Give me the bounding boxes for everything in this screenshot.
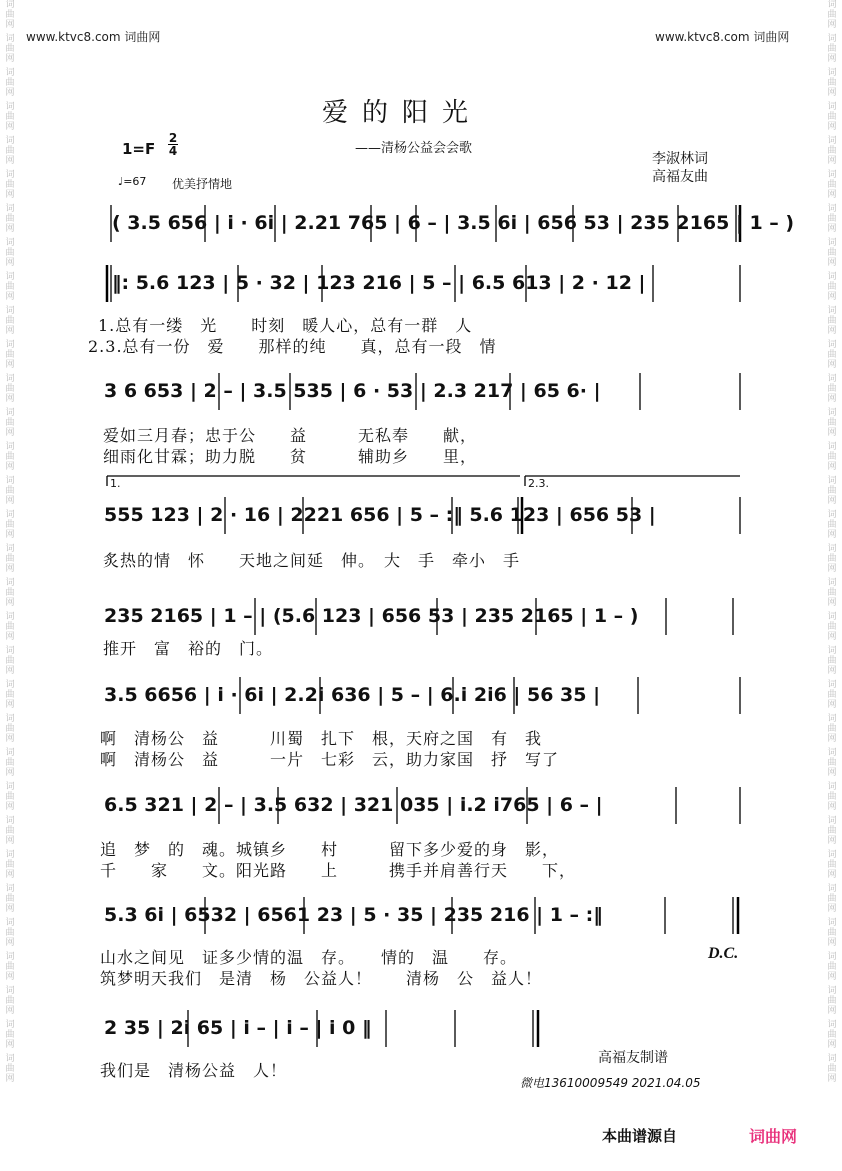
side-watermark-glyph: 词 曲 网 [5, 170, 15, 200]
time-denominator: 4 [168, 144, 178, 158]
expression-mark: 优美抒情地 [172, 177, 233, 191]
side-watermark-glyph: 词 曲 网 [5, 816, 15, 846]
side-watermark-glyph: 词 曲 网 [827, 204, 837, 234]
tempo-mark: ♩=67 [118, 175, 147, 188]
side-watermark-glyph: 词 曲 网 [827, 646, 837, 676]
score-row-9-lyrics-1: 我们是 清杨公益 人！ [100, 1061, 288, 1080]
side-watermark-glyph: 词 曲 网 [5, 68, 15, 98]
side-watermark-glyph: 词 曲 网 [5, 782, 15, 812]
score-row-8-lyrics-1: 山水之间见 证多少情的温 存。 情的 温 存。 [100, 948, 518, 967]
side-watermark-glyph: 词 曲 网 [827, 442, 837, 472]
side-watermark-glyph: 词 曲 网 [827, 170, 837, 200]
score-row-7-notes: 6.5 321 | 2 – | 3.5 632 | 321 035 | i.2 i765 | 6 – | [104, 794, 603, 816]
arranger-credit: 高福友制谱 [598, 1050, 668, 1066]
side-watermark-glyph: 词 曲 网 [827, 1020, 837, 1050]
score-row-4-notes: 555 123 | 2 · 16 | 2221 656 | 5 – :‖ 5.6 123 | 656 53 | [104, 504, 656, 526]
side-watermark-glyph: 词 曲 网 [5, 748, 15, 778]
side-watermark-glyph: 词 曲 网 [827, 476, 837, 506]
side-watermark-glyph: 词 曲 网 [827, 714, 837, 744]
side-watermark-glyph: 词 曲 网 [827, 612, 837, 642]
score-row-6-notes: 3.5 6656 | i · 6i | 2.2i 636 | 5 – | 6.i 2i6 | 56 35 | [104, 684, 601, 706]
watermark-left: www.ktvc8.com 词曲网 [26, 30, 161, 44]
watermark-right: www.ktvc8.com 词曲网 [655, 30, 790, 44]
side-watermark-glyph: 词 曲 网 [827, 510, 837, 540]
side-watermark-glyph: 词 曲 网 [5, 0, 15, 30]
side-watermark-glyph: 词 曲 网 [827, 68, 837, 98]
side-watermark-glyph: 词 曲 网 [827, 374, 837, 404]
key-signature: 1=F [122, 140, 156, 158]
score-row-9-notes: 2 35 | 2i 65 | i – | i – | i 0 ‖ [104, 1017, 372, 1039]
song-title: 爱的阳光 [322, 98, 483, 128]
side-watermark-glyph: 词 曲 网 [5, 272, 15, 302]
side-watermark-glyph: 词 曲 网 [5, 374, 15, 404]
time-numerator: 2 [168, 131, 178, 145]
side-watermark-glyph: 词 曲 网 [5, 442, 15, 472]
side-watermark-glyph: 词 曲 网 [5, 476, 15, 506]
side-watermark-glyph: 词 曲 网 [827, 0, 837, 30]
score-row-8-notes: 5.3 6i | 6532 | 6561 23 | 5 · 35 | 235 216 | 1 – :‖ [104, 904, 603, 926]
side-watermark-glyph: 词 曲 网 [827, 986, 837, 1016]
side-watermark-glyph: 词 曲 网 [827, 136, 837, 166]
side-watermark-glyph: 词 曲 网 [5, 340, 15, 370]
side-watermark-glyph: 词 曲 网 [5, 578, 15, 608]
side-watermark-glyph: 词 曲 网 [5, 136, 15, 166]
side-watermark-glyph: 词 曲 网 [827, 272, 837, 302]
side-watermark-glyph: 词 曲 网 [827, 850, 837, 880]
side-watermark-glyph: 词 曲 网 [5, 646, 15, 676]
side-watermark-glyph: 词 曲 网 [5, 680, 15, 710]
side-watermark-glyph: 词 曲 网 [5, 1054, 15, 1084]
side-watermark-glyph: 词 曲 网 [5, 544, 15, 574]
score-row-2-lyrics-2: 2.3.总有一份 爱 那样的纯 真，总有一段 情 [88, 337, 497, 356]
side-watermark-glyph: 词 曲 网 [5, 884, 15, 914]
composer: 高福友曲 [652, 169, 708, 185]
score-row-1-notes: ( 3.5 656 | i · 6i | 2.21 765 | 6 – | 3.5 6i | 656 53 | 235 2165 | 1 – ) [112, 212, 795, 234]
side-watermark-glyph: 词 曲 网 [5, 238, 15, 268]
contact-line: 微电13610009549 2021.04.05 [520, 1076, 701, 1090]
score-row-5-lyrics-1: 推开 富 裕的 门。 [103, 639, 274, 658]
side-watermark-glyph: 词 曲 网 [827, 748, 837, 778]
side-watermark-glyph: 词 曲 网 [5, 408, 15, 438]
side-watermark-glyph: 词 曲 网 [5, 510, 15, 540]
side-watermark-glyph: 词 曲 网 [827, 680, 837, 710]
side-watermark-glyph: 词 曲 网 [5, 306, 15, 336]
side-watermark-glyph: 词 曲 网 [827, 1054, 837, 1084]
side-watermark-glyph: 词 曲 网 [827, 918, 837, 948]
side-watermark-glyph: 词 曲 网 [5, 986, 15, 1016]
score-row-3-lyrics-1: 爱如三月春；忠于公 益 无私奉 献， [103, 426, 478, 445]
volta-2-3: 2.3. [528, 477, 549, 490]
score-row-5-notes: 235 2165 | 1 – | (5.6 123 | 656 53 | 235 2165 | 1 – ) [104, 605, 639, 627]
side-watermark-glyph: 词 曲 网 [5, 1020, 15, 1050]
source-label: 本曲谱源自 [602, 1127, 678, 1145]
side-watermark-glyph: 词 曲 网 [827, 340, 837, 370]
score-row-3-lyrics-2: 细雨化甘霖；助力脱 贫 辅助乡 里， [103, 447, 478, 466]
score-row-2-notes: ‖: 5.6 123 | 5 · 32 | 123 216 | 5 – | 6.5 613 | 2 · 12 | [112, 272, 646, 294]
side-watermark-glyph: 词 曲 网 [5, 204, 15, 234]
side-watermark-glyph: 词 曲 网 [827, 34, 837, 64]
score-row-2-lyrics-1: 1.总有一缕 光 时刻 暖人心，总有一群 人 [98, 316, 473, 335]
side-watermark-glyph: 词 曲 网 [827, 408, 837, 438]
side-watermark-glyph: 词 曲 网 [827, 578, 837, 608]
side-watermark-glyph: 词 曲 网 [827, 306, 837, 336]
side-watermark-glyph: 词 曲 网 [827, 238, 837, 268]
score-row-7-lyrics-2: 千 家 文。阳光路 上 携手并肩善行天 下， [100, 861, 577, 880]
score-row-8-lyrics-2: 筑梦明天我们 是清 杨 公益人！ 清杨 公 益人！ [100, 969, 543, 988]
score-row-7-lyrics-1: 追 梦 的 魂。城镇乡 村 留下多少爱的身 影， [100, 840, 560, 859]
brand-logo[interactable]: 词曲网 [749, 1127, 798, 1146]
side-watermark-glyph: 词 曲 网 [827, 544, 837, 574]
side-watermark-glyph: 词 曲 网 [827, 884, 837, 914]
side-watermark-glyph: 词 曲 网 [5, 850, 15, 880]
side-watermark-glyph: 词 曲 网 [5, 34, 15, 64]
side-watermark-glyph: 词 曲 网 [827, 816, 837, 846]
dc-mark: D.C. [708, 945, 739, 962]
side-watermark-glyph: 词 曲 网 [5, 918, 15, 948]
side-watermark-glyph: 词 曲 网 [827, 782, 837, 812]
side-watermark-glyph: 词 曲 网 [827, 102, 837, 132]
side-watermark-glyph: 词 曲 网 [5, 612, 15, 642]
side-watermark-glyph: 词 曲 网 [5, 952, 15, 982]
side-watermark-glyph: 词 曲 网 [5, 102, 15, 132]
lyricist: 李淑林词 [652, 151, 708, 167]
volta-1: 1. [110, 477, 121, 490]
score-row-3-notes: 3 6 653 | 2 – | 3.5 535 | 6 · 53 | 2.3 217 | 65 6· | [104, 380, 601, 402]
score-row-6-lyrics-2: 啊 清杨公 益 一片 七彩 云，助力家国 抒 写了 [100, 750, 560, 769]
side-watermark-glyph: 词 曲 网 [827, 952, 837, 982]
score-row-6-lyrics-1: 啊 清杨公 益 川蜀 扎下 根，天府之国 有 我 [100, 729, 543, 748]
side-watermark-glyph: 词 曲 网 [5, 714, 15, 744]
score-row-4-lyrics-1: 炙热的情 怀 天地之间延 伸。 大 手 牵小 手 [103, 551, 521, 570]
song-subtitle: ——清杨公益会会歌 [355, 141, 473, 156]
